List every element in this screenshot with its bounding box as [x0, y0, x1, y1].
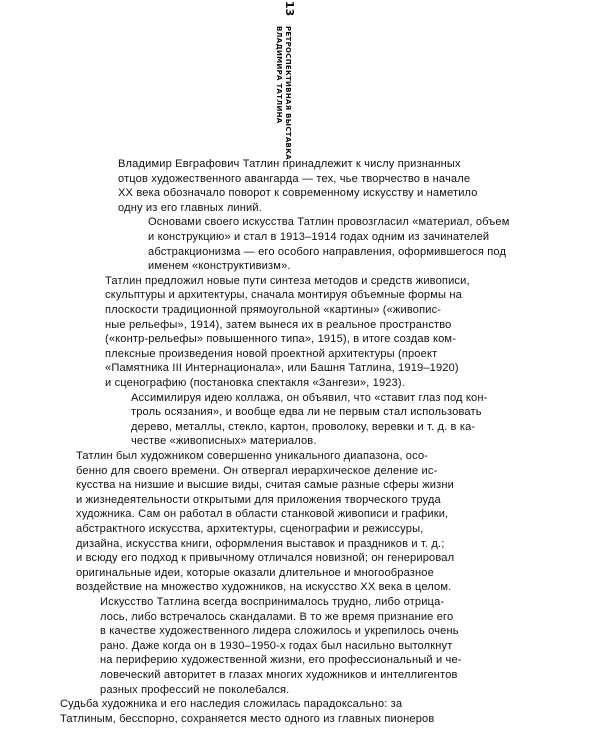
- text-line: и сценографию (постановка спектакля «Зангези», 1923).: [105, 377, 406, 389]
- text-line: на периферию художественной жизни, его профессиональный и че-: [100, 654, 462, 667]
- text-line: абстрактного искусства, архитектуры, сценографии и режиссуры,: [76, 523, 424, 535]
- text-line: и жизнедеятельности открытыми для приложения творческого труда: [76, 493, 441, 506]
- text-line: именем «конструктивизм».: [148, 260, 291, 273]
- text-line: и всюду его подход к привычному отличался новизной; он генерировал: [76, 552, 455, 565]
- text-line: кусства на низшие и высшие виды, считая самые разные сферы жизни: [76, 479, 455, 492]
- text-line: в качестве художественного лидера сложилось и укрепилось очень: [100, 625, 459, 638]
- text-line: и конструкцию» и стал в 1913–1914 годах одним из зачинателей: [148, 231, 490, 243]
- text-line: ные рельефы», 1914), затем вынеся их в реальное пространство: [105, 318, 452, 331]
- text-line: отцов художественного авангарда — тех, чье творчество в начале: [118, 172, 471, 185]
- text-line: плоскости традиционной прямоугольной «картины» («живопис-: [105, 304, 442, 316]
- text-line: рано. Даже когда он в 1930–1950-х годах был насильно вытолкнут: [100, 639, 453, 652]
- text-line: скульптуры и архитектуры, сначала монтируя объемные формы на: [105, 289, 462, 302]
- text-line: троль осязания», и вообще едва ли не первым стал использовать: [131, 406, 482, 419]
- text-line: бенно для своего времени. Он отвергал иерархическое деление ис-: [76, 464, 438, 477]
- text-line: Судьба художника и его наследия сложилась парадоксально: за: [60, 698, 403, 711]
- text-line: Владимир Евграфович Татлин принадлежит к числу признанных: [118, 158, 461, 170]
- text-line: Ассимилируя идею коллажа, он объявил, что «ставит глаз под кон-: [131, 391, 488, 404]
- text-line: одну из его главных линий.: [118, 201, 262, 214]
- text-line: воздействие на множество художников, на искусство XX века в целом.: [76, 581, 452, 594]
- running-header-line-2: ВЛАДИМИРА ТАТЛИНА: [275, 26, 283, 124]
- text-line: Искусство Татлина всегда воспринималось трудно, либо отрица-: [100, 596, 445, 608]
- text-line: художника. Сам он работал в области станковой живописи и графики,: [76, 508, 449, 521]
- text-line: оригинальные идеи, которые оказали длительное и многообразное: [76, 566, 434, 579]
- text-line: разных профессий не поколебался.: [100, 683, 290, 696]
- running-header: [274, 26, 292, 160]
- page-number: 13: [283, 0, 297, 17]
- text-line: Татлиным, бесспорно, сохраняется место одного из главных пионеров: [60, 712, 435, 725]
- text-line: абстракционизма — его особого направления, оформившегося под: [148, 245, 507, 258]
- text-line: плексные произведения новой проектной архитектуры (проект: [105, 347, 438, 360]
- text-line: XX века обозначало поворот к современному искусству и наметило: [118, 187, 478, 200]
- running-header-line-1: РЕТРОСПЕКТИВНАЯ ВЫСТАВКА: [284, 26, 292, 160]
- text-line: ловеческий авторитет в глазах многих художников и интеллигентов: [100, 669, 458, 681]
- text-line: честве «живописных» материалов.: [131, 435, 317, 448]
- text-line: Основами своего искусства Татлин провозгласил «материал, объем: [148, 216, 510, 229]
- text-line: лось, либо встречалось скандалами. В то же время признание его: [100, 610, 454, 623]
- text-line: Татлин предложил новые пути синтеза методов и средств живописи,: [105, 274, 470, 287]
- text-line: дизайна, искусства книги, оформления выставок и праздников и т. д.;: [76, 537, 445, 550]
- text-line: Татлин был художником совершенно уникального диапазона, осо-: [76, 450, 429, 462]
- text-line: дерево, металлы, стекло, картон, проволоку, веревки и т. д. в ка-: [131, 420, 476, 433]
- text-line: («контр-рельефы» повышенного типа», 1915), в итоге создав ком-: [105, 333, 457, 346]
- text-line: «Памятника III Интернационала», или Башня Татлина, 1919–1920): [105, 362, 459, 375]
